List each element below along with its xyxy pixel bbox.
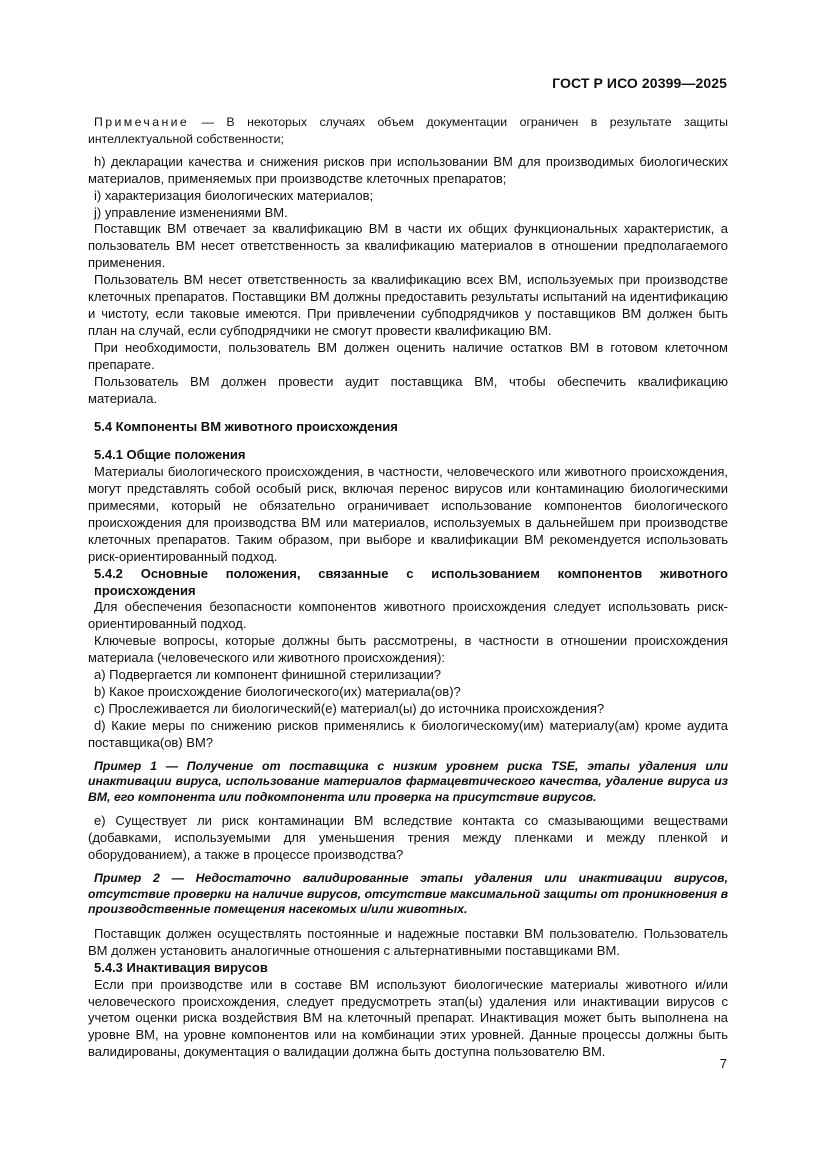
paragraph-audit: Пользователь ВМ должен провести аудит поставщика ВМ, чтобы обеспечить квалификацию материала. bbox=[88, 373, 728, 406]
subsection-heading-5-4-2: 5.4.2 Основные положения, связанные с использованием компонентов животного происхождения bbox=[94, 565, 728, 598]
paragraph-supplier-responsibility: Поставщик ВМ отвечает за квалификацию ВМ в части их общих функциональных характеристик, а пользователь ВМ несет ответственность за квалификацию материалов в отношении предполагаемого применения. bbox=[88, 221, 728, 271]
paragraph-5-4-3: Если при производстве или в составе ВМ используют биологические материалы животного и/или человеческого происхождения, следует предусмотреть этап(ы) удаления или инактивации вирусов с учетом оценки риска воздействия ВМ на клеточный препарат. Инактивация может быть выполнена на уровне ВМ, на уровне компонентов или на комбинации этих уровней. Данные процессы должны быть валидированы, документация о валидации должна быть доступна пользователю ВМ. bbox=[88, 976, 728, 1060]
note-text: — В некоторых случаях объем документации ограничен в результате защиты интеллектуальной собственности; bbox=[88, 115, 728, 146]
paragraph-5-4-2-safety: Для обеспечения безопасности компонентов животного происхождения следует использовать риск-ориентированный подход. bbox=[88, 599, 728, 632]
document-code-header: ГОСТ Р ИСО 20399—2025 bbox=[552, 75, 727, 91]
paragraph-residuals: При необходимости, пользователь ВМ должен оценить наличие остатков ВМ в готовом клеточном препарате. bbox=[88, 339, 728, 372]
section-heading-5-4: 5.4 Компоненты ВМ животного происхождения bbox=[94, 419, 398, 435]
question-item-c: c) Прослеживается ли биологический(е) материал(ы) до источника происхождения? bbox=[94, 700, 605, 716]
example-2: Пример 2 — Недостаточно валидированные этапы удаления или инактивации вирусов, отсутствие проверки на наличие вирусов, отсутствие максимальной защиты от проникновения в производственные помещения насекомых и/или животных. bbox=[88, 871, 728, 917]
list-item-h: h) декларации качества и снижения рисков при использовании ВМ для производимых биологических материалов, применяемых при производстве клеточных препаратов; bbox=[88, 153, 728, 186]
question-item-e: e) Существует ли риск контаминации ВМ вследствие контакта со смазывающими веществами (добавками, используемыми для уменьшения трения между пленками и между пленкой и оборудованием), а также в процессе производства? bbox=[88, 813, 728, 863]
paragraph-supply: Поставщик должен осуществлять постоянные и надежные поставки ВМ пользователю. Пользователь ВМ должен установить аналогичные отношения с альтернативными поставщиками ВМ. bbox=[88, 925, 728, 958]
question-item-a: a) Подвергается ли компонент финишной стерилизации? bbox=[94, 667, 441, 683]
paragraph-5-4-1: Материалы биологического происхождения, в частности, человеческого или животного происхождения, могут представлять собой особый риск, включая перенос вирусов или контаминацию биологическими примесями, который не обязательно ограничивает использование компонентов биологического происхождения для производства ВМ или материалов, используемых в дальнейшем при производстве клеточных препаратов. Таким образом, при выборе и квалификации ВМ рекомендуется использовать риск-ориентированный подход. bbox=[88, 464, 728, 564]
example-1: Пример 1 — Получение от поставщика с низким уровнем риска TSE, этапы удаления или инактивации вируса, использование материалов фармацевтического качества, удаление вируса из ВМ, его компонента или подкомпонента или проверка на присутствие вирусов. bbox=[88, 758, 728, 804]
paragraph-user-responsibility: Пользователь ВМ несет ответственность за квалификацию всех ВМ, используемых при производстве клеточных препаратов. Поставщики ВМ должны предоставить результаты испытаний на идентификацию и чистоту, если таковые имеются. При привлечении субподрядчиков у поставщиков ВМ должен быть план на случай, если субподрядчики не смогут провести квалификацию ВМ. bbox=[88, 272, 728, 338]
page-number: 7 bbox=[719, 1056, 727, 1071]
question-item-d: d) Какие меры по снижению рисков применялись к биологическому(им) материалу(ам) кроме аудита поставщика(ов) ВМ? bbox=[88, 717, 728, 750]
note-paragraph bbox=[88, 114, 728, 148]
note-label: Примечание bbox=[94, 115, 190, 129]
list-item-j: j) управление изменениями ВМ. bbox=[94, 204, 288, 220]
list-item-i: i) характеризация биологических материалов; bbox=[94, 187, 374, 203]
paragraph-5-4-2-questions: Ключевые вопросы, которые должны быть рассмотрены, в частности в отношении происхождения материала (человеческого или животного происхождения): bbox=[88, 633, 728, 666]
question-item-b: b) Какое происхождение биологического(их) материала(ов)? bbox=[94, 684, 461, 699]
subsection-heading-5-4-3: 5.4.3 Инактивация вирусов bbox=[94, 959, 268, 975]
subsection-heading-5-4-1: 5.4.1 Общие положения bbox=[94, 447, 246, 463]
page-content bbox=[88, 114, 728, 1061]
